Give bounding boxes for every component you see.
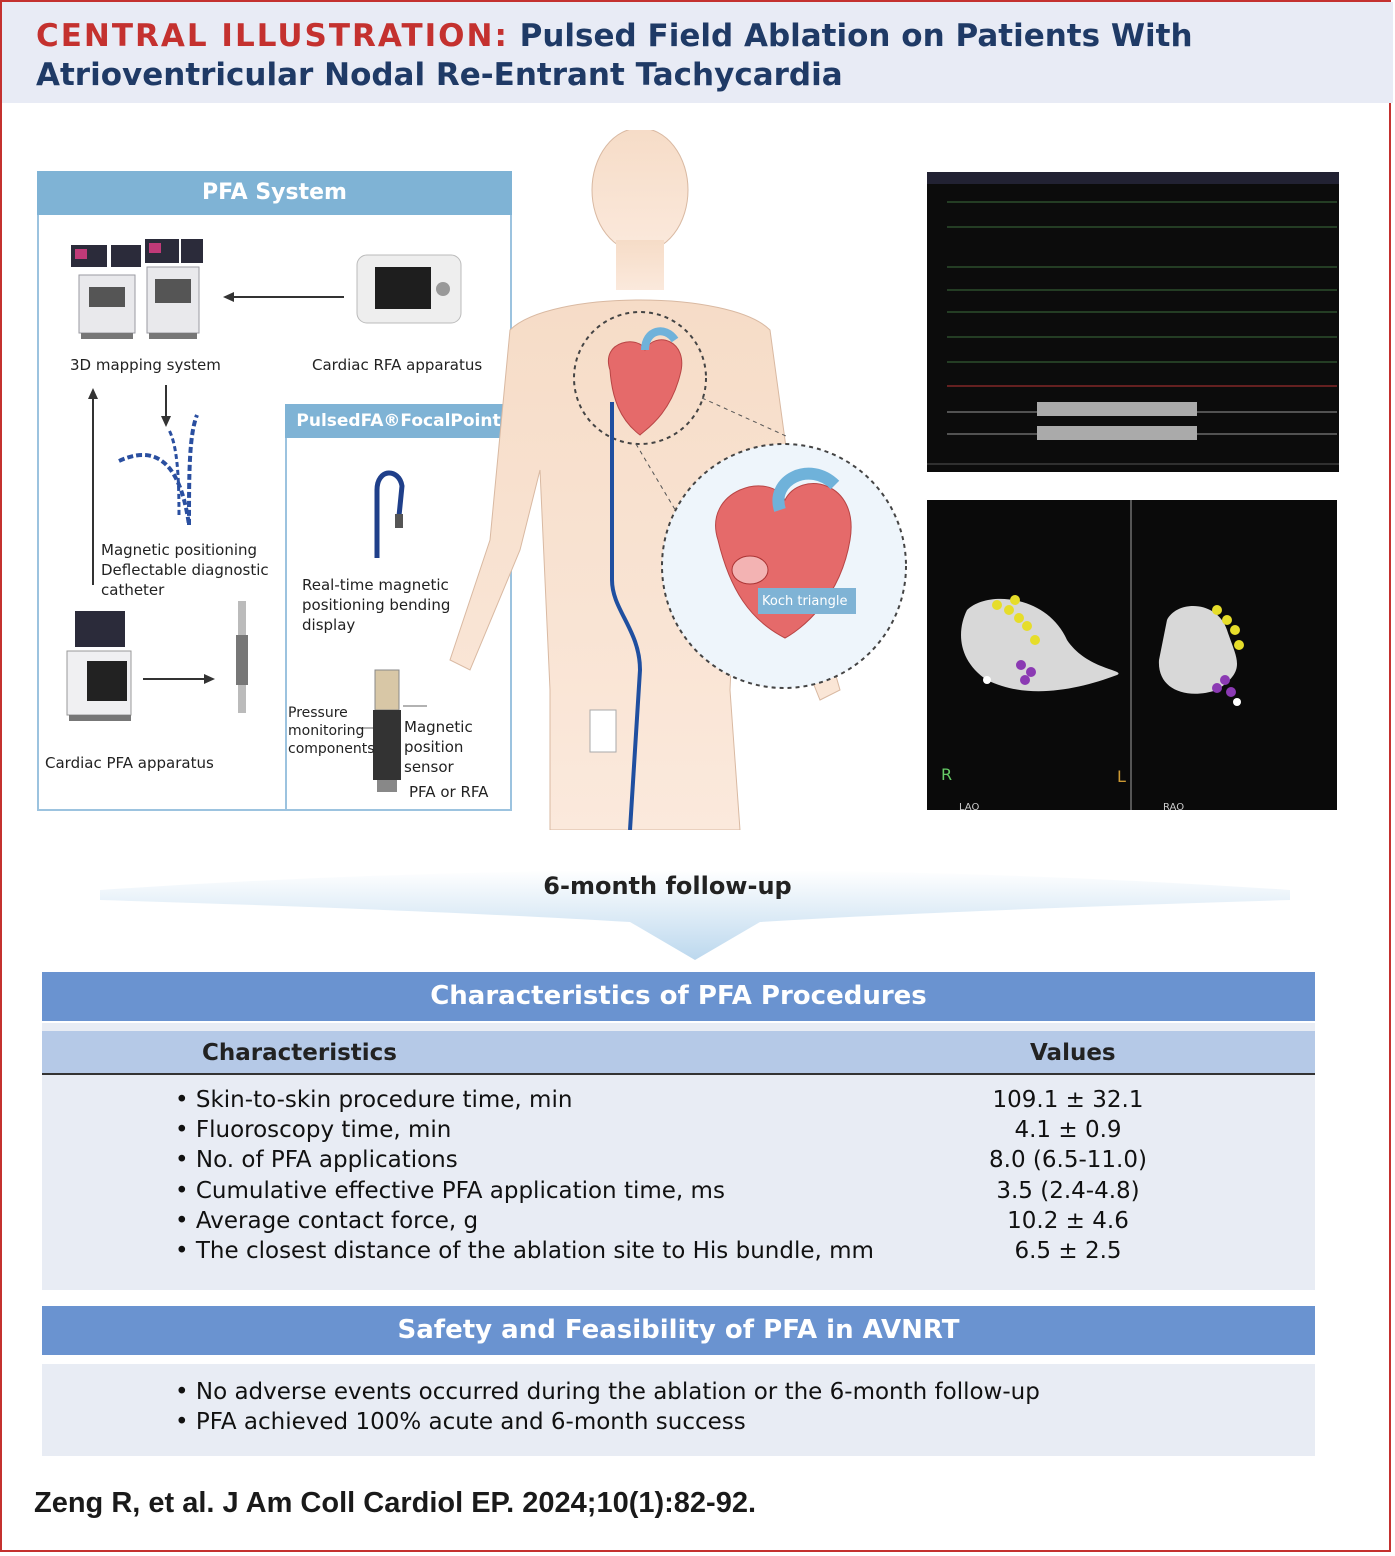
col-values: Values (1030, 1040, 1116, 1066)
bending-display-label: Real-time magnetic positioning bending display (302, 576, 451, 634)
page-title-line1 (36, 18, 1193, 54)
focalpoint-title: PulsedFA®FocalPoint (285, 404, 512, 438)
pfa-apparatus-icon (67, 611, 131, 721)
citation: Zeng R, et al. J Am Coll Cardiol EP. 2024;10(1):82-92. (34, 1487, 757, 1519)
title-text-2: Atrioventricular Nodal Re-Entrant Tachycardia (36, 57, 843, 93)
row-label: • Fluoroscopy time, min (175, 1117, 452, 1143)
map-side-r: R (941, 765, 953, 784)
col-characteristics: Characteristics (202, 1040, 397, 1066)
map-side-l: L (1117, 767, 1126, 786)
row-value: 6.5 ± 2.5 (1014, 1238, 1122, 1264)
map-view-lao: LAO (959, 802, 980, 810)
safety-item: • PFA achieved 100% acute and 6-month success (175, 1409, 746, 1435)
ecg-panel (927, 172, 1339, 472)
row-label: • Average contact force, g (175, 1208, 479, 1234)
row-value: 109.1 ± 32.1 (992, 1087, 1144, 1113)
map-view-rao: RAO (1163, 802, 1185, 810)
row-value: 10.2 ± 4.6 (1007, 1208, 1129, 1234)
row-value: 4.1 ± 0.9 (1014, 1117, 1122, 1143)
magnetic-sensor-label: Magnetic position sensor (404, 718, 473, 776)
pfa-system-title: PFA System (37, 171, 512, 215)
mapping-system-label: 3D mapping system (70, 356, 221, 374)
safety-item: • No adverse events occurred during the ablation or the 6-month follow-up (175, 1379, 1040, 1405)
pressure-components-label: Pressure monitoring components (288, 705, 375, 757)
catheter-label: Magnetic positioning Deflectable diagnostic catheter (101, 541, 269, 599)
characteristics-title: Characteristics of PFA Procedures (42, 972, 1315, 1021)
row-label: • No. of PFA applications (175, 1147, 458, 1173)
pfa-rfa-tip-label: PFA or RFA (409, 783, 489, 801)
safety-title: Safety and Feasibility of PFA in AVNRT (42, 1306, 1315, 1355)
koch-triangle-label: Koch triangle (762, 594, 848, 609)
row-label: • The closest distance of the ablation site to His bundle, mm (175, 1238, 874, 1264)
column-header-rule (42, 1073, 1315, 1075)
row-value: 8.0 (6.5-11.0) (989, 1147, 1147, 1173)
rfa-apparatus-label: Cardiac RFA apparatus (312, 356, 483, 374)
row-label: • Cumulative effective PFA application time, ms (175, 1178, 725, 1204)
body-illustration (440, 130, 910, 830)
mapping-panel (927, 500, 1337, 810)
title-text-1: Pulsed Field Ablation on Patients With (519, 18, 1193, 54)
followup-label: 6-month follow-up (543, 872, 792, 900)
pfa-apparatus-label: Cardiac PFA apparatus (45, 754, 214, 772)
row-label: • Skin-to-skin procedure time, min (175, 1087, 573, 1113)
row-value: 3.5 (2.4-4.8) (996, 1178, 1140, 1204)
mapping-system-icon (71, 239, 203, 339)
central-illustration-label: CENTRAL ILLUSTRATION: (36, 18, 509, 54)
